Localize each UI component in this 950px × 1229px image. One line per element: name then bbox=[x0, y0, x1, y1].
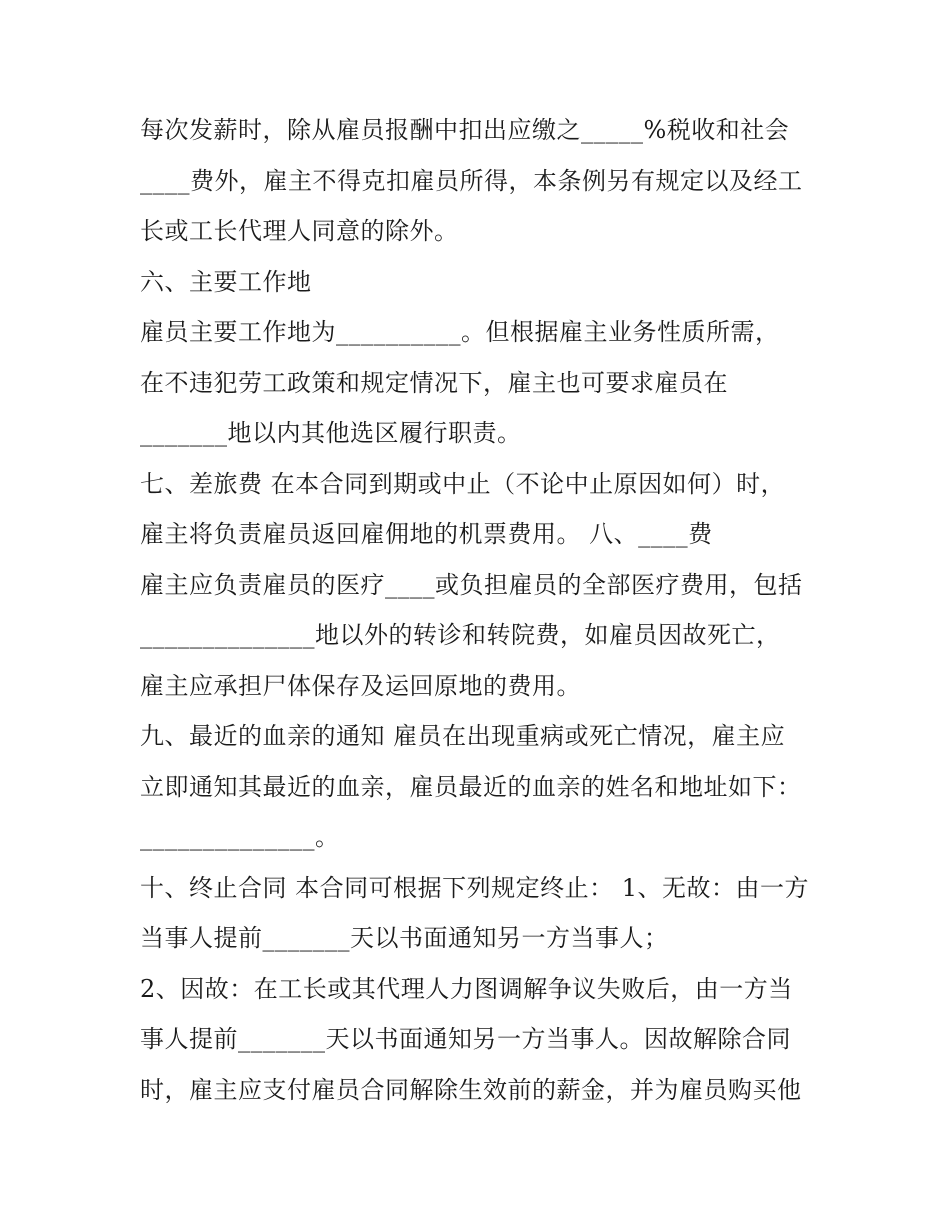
text-line: 时，雇主应支付雇员合同解除生效前的薪金，并为雇员购买他 bbox=[140, 1076, 802, 1104]
text-line: 九、最近的血亲的通知 雇员在出现重病或死亡情况，雇主应 bbox=[140, 722, 786, 750]
text-line: 七、差旅费 在本合同到期或中止（不论中止原因如何）时， bbox=[140, 470, 786, 498]
text-line: 雇主应承担尸体保存及运回原地的费用。 bbox=[140, 672, 581, 700]
text-line: ______________。 bbox=[140, 823, 340, 851]
text-line: 雇主将负责雇员返回雇佣地的机票费用。 八、____费 bbox=[140, 520, 713, 548]
text-line: ____费外，雇主不得克扣雇员所得，本条例另有规定以及经工 bbox=[140, 167, 803, 195]
text-line: 十、终止合同 本合同可根据下列规定终止： 1、无故：由一方 bbox=[140, 874, 810, 902]
text-line: 雇员主要工作地为__________。但根据雇主业务性质所需， bbox=[140, 318, 780, 346]
text-line: 长或工长代理人同意的除外。 bbox=[140, 217, 459, 245]
text-line: ______________地以外的转诊和转院费，如雇员因故死亡， bbox=[140, 621, 781, 649]
text-line: 当事人提前_______天以书面通知另一方当事人； bbox=[140, 924, 669, 952]
text-line: 事人提前_______天以书面通知另一方当事人。因故解除合同 bbox=[140, 1025, 791, 1053]
text-line: 立即通知其最近的血亲，雇员最近的血亲的姓名和地址如下： bbox=[140, 773, 802, 801]
text-line: 雇主应负责雇员的医疗____或负担雇员的全部医疗费用，包括 bbox=[140, 571, 803, 599]
section-heading: 六、主要工作地 bbox=[140, 268, 312, 296]
text-line: 每次发薪时，除从雇员报酬中扣出应缴之_____%税收和社会 bbox=[140, 116, 790, 144]
text-line: _______地以内其他选区履行职责。 bbox=[140, 419, 522, 447]
text-line: 2、因故：在工长或其代理人力图调解争议失败后，由一方当 bbox=[140, 975, 793, 1003]
text-line: 在不违犯劳工政策和规定情况下，雇主也可要求雇员在 bbox=[140, 369, 728, 397]
